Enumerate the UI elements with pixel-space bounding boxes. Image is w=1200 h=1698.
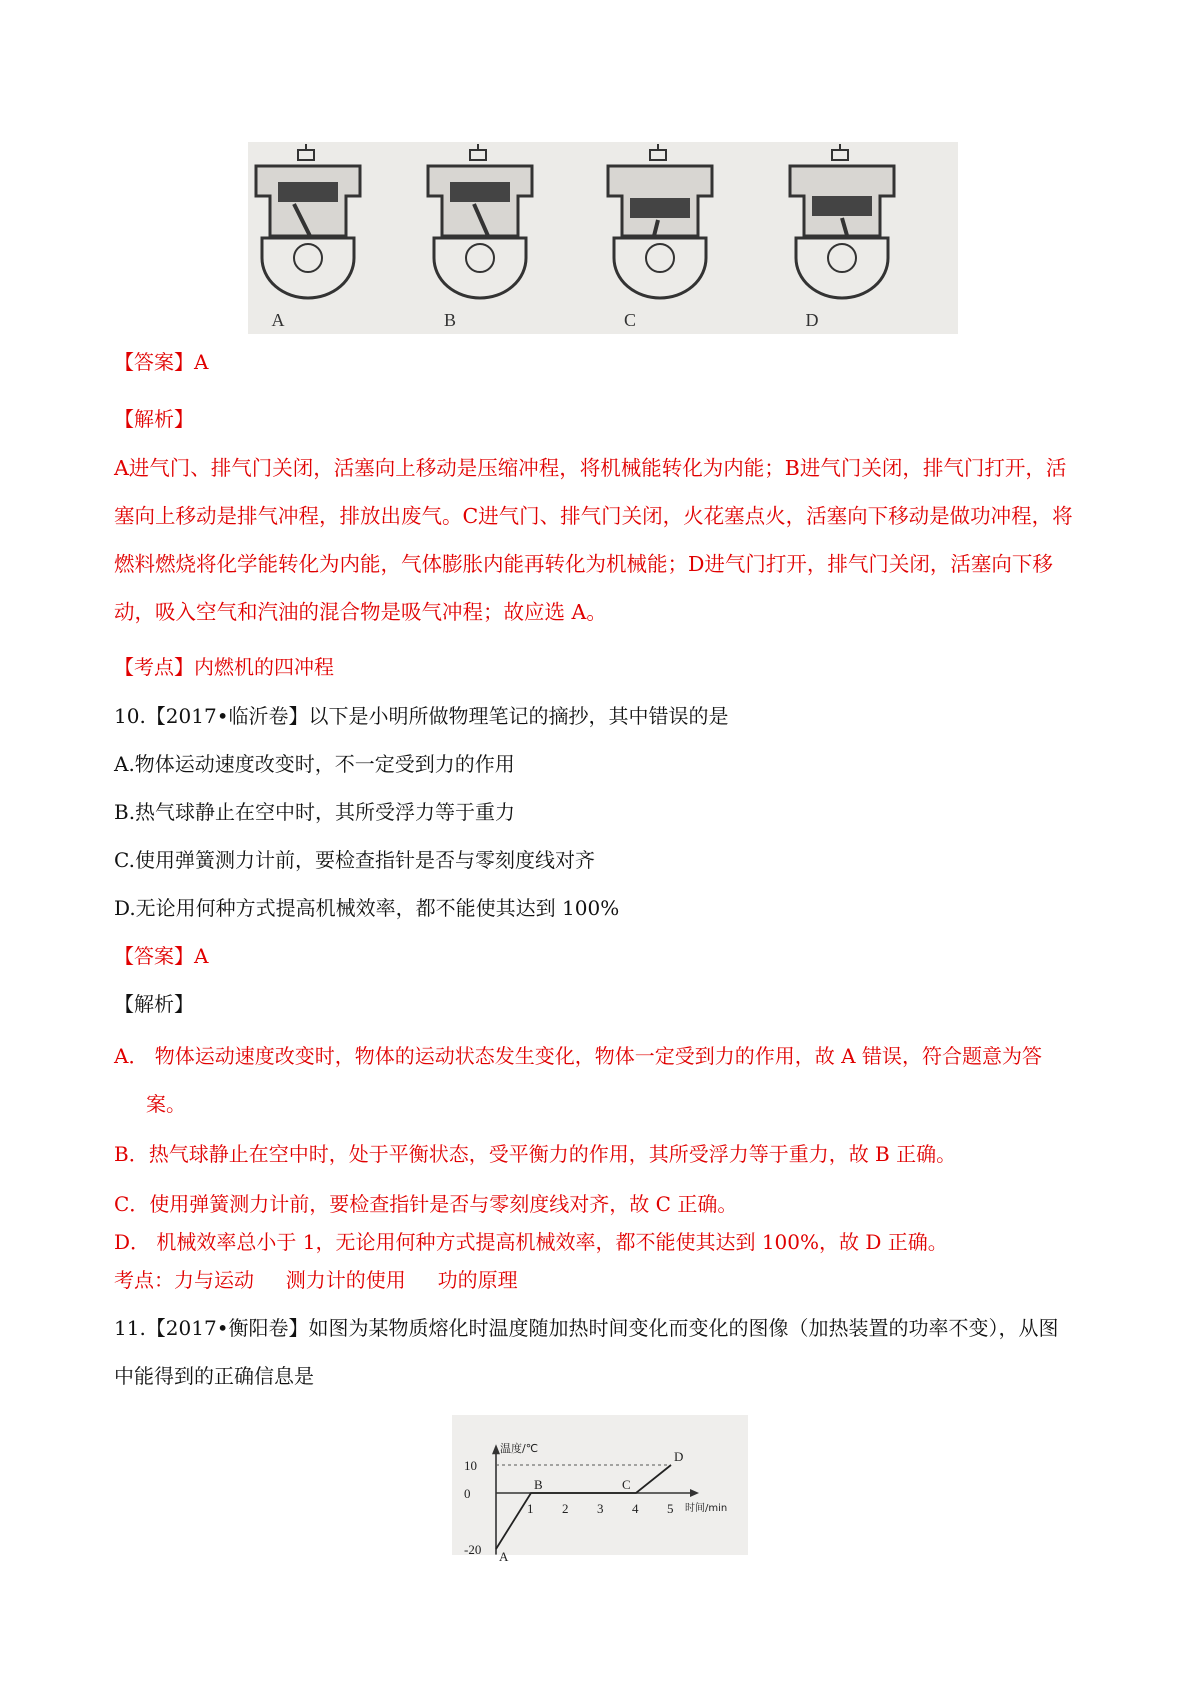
melting-graph [452,1415,748,1564]
x-tick-label-5: 5 [667,1501,674,1516]
q9-analysis-line-4: 动，吸入空气和汽油的混合物是吸气冲程；故应选 A。 [114,600,607,624]
engine-label-a: A [271,310,285,330]
engine-c [600,142,720,334]
q9-analysis-line-1: A进气门、排气门关闭，活塞向上移动是压缩冲程，将机械能转化为内能；B进气门关闭，排气门打开，活 [114,456,1067,480]
q10-option-a: A.物体运动速度改变时，不一定受到力的作用 [114,752,515,776]
engine-diagram-b [420,142,540,302]
q10-analysis-a: A． 物体运动速度改变时，物体的运动状态发生变化，物体一定受到力的作用，故 A 错误，符合题意为答 [114,1044,1042,1068]
point-label-C: C [622,1477,631,1492]
y-tick-label-0: 0 [464,1486,471,1501]
engine-d [782,142,902,334]
engine-label-c: C [623,310,636,330]
engine-diagram-d [782,142,902,302]
engine-label-b: B [443,310,456,330]
y-tick-label-10: 10 [464,1458,477,1473]
q10-analysis-c: C．使用弹簧测力计前，要检查指针是否与零刻度线对齐，故 C 正确。 [114,1192,738,1216]
point-label-D: D [674,1449,684,1464]
point-label-A: A [499,1549,509,1564]
point-label-B: B [534,1477,543,1492]
q10-option-b: B.热气球静止在空中时，其所受浮力等于重力 [114,800,516,824]
melting-graph-svg [452,1415,748,1564]
y-tick-label--20: -20 [464,1542,482,1557]
y-axis-arrow [492,1444,500,1454]
q10-option-c: C.使用弹簧测力计前，要检查指针是否与零刻度线对齐 [114,848,595,872]
x-axis-arrow [690,1489,699,1497]
engine-diagram-c [600,142,720,302]
engine-strokes-figure [248,142,958,334]
q10-option-d: D.无论用何种方式提高机械效率，都不能使其达到 100% [114,896,620,920]
q9-analysis-line-2: 塞向上移动是排气冲程，排放出废气。C进气门、排气门关闭，火花塞点火，活塞向下移动是做功冲程，将 [114,504,1073,528]
q11-stem-line-2: 中能得到的正确信息是 [114,1364,314,1388]
q9-answer: 【答案】A [114,350,209,374]
q10-answer: 【答案】A [114,944,209,968]
q10-stem: 10.【2017•临沂卷】以下是小明所做物理笔记的摘抄，其中错误的是 [114,704,729,728]
engine-label-d: D [805,310,819,330]
melting-curve [496,1465,671,1549]
q10-analysis-b: B．热气球静止在空中时，处于平衡状态，受平衡力的作用，其所受浮力等于重力，故 B 正确。 [114,1142,957,1166]
q10-analysis-heading: 【解析】 [114,992,194,1016]
q10-analysis-a-cont: 案。 [146,1092,186,1116]
y-axis-label: 温度/℃ [500,1442,539,1456]
engine-diagram-a [248,142,368,302]
q10-analysis-d: D． 机械效率总小于 1，无论用何种方式提高机械效率，都不能使其达到 100%，故 D 正确。 [114,1230,948,1254]
q9-analysis-line-3: 燃料燃烧将化学能转化为内能，气体膨胀内能再转化为机械能；D进气门打开，排气门关闭，活塞向下移 [114,552,1053,576]
x-tick-label-3: 3 [597,1501,604,1516]
x-tick-label-4: 4 [632,1501,639,1516]
q10-kaodian: 考点：力与运动 测力计的使用 功的原理 [114,1268,518,1292]
x-axis-label: 时间/min [685,1503,728,1514]
engine-b [420,142,540,334]
q11-stem-line-1: 11.【2017•衡阳卷】如图为某物质熔化时温度随加热时间变化而变化的图像（加热装置的功率不变），从图 [114,1316,1059,1340]
q9-analysis-heading: 【解析】 [114,407,194,431]
x-tick-label-2: 2 [562,1501,569,1516]
x-tick-label-1: 1 [527,1501,534,1516]
engine-a [248,142,368,334]
q9-kaodian: 【考点】内燃机的四冲程 [114,655,334,679]
